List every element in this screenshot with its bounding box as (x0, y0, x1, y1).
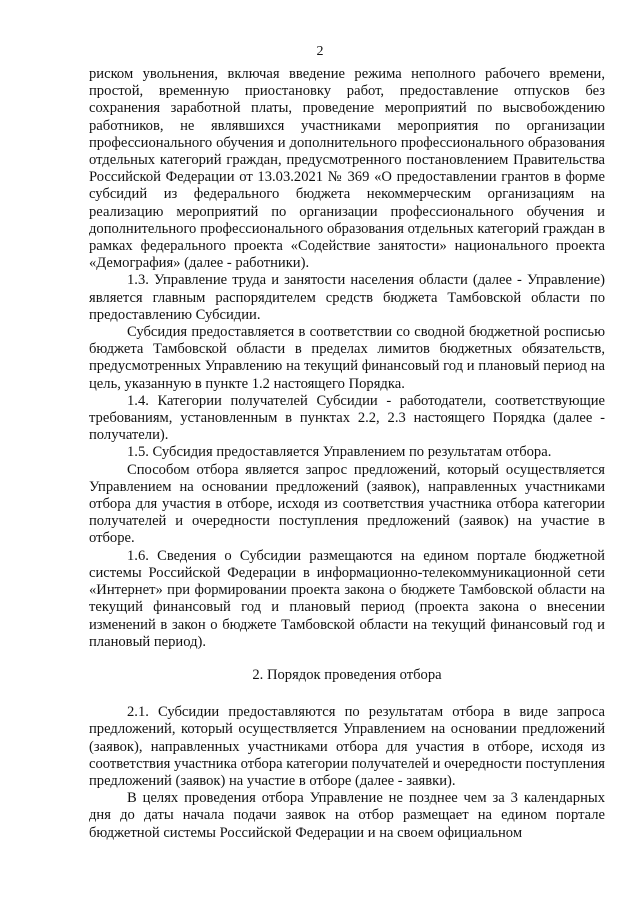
paragraph-1-5: 1.5. Субсидия предоставляется Управлением по результатам отбора. (127, 444, 552, 461)
paragraph-subsidy-budget: Субсидия предоставляется в соответствии со сводной бюджетной росписью бюджета Тамбовской области в пределах лимитов бюджетных обязательств, предусмотренных Управлению на текущий финансовый год и плановый период на цель, указанную в пункте 1.2 настоящего Порядка. (89, 324, 605, 392)
paragraph-2-1: 2.1. Субсидии предоставляются по результатам отбора в виде запроса предложений, который осуществляется Управлением на основании предложений (заявок), направленных участниками отбора для участия в отборе, исходя из соответствия участника отбора категории получателей и очередности поступления предложений (заявок) на участие в отборе (далее - заявки). (89, 704, 605, 789)
paragraph-1-3: 1.3. Управление труда и занятости населения области (далее - Управление) является главным распорядителем средств бюджета Тамбовской области по предоставлению Субсидии. (89, 272, 605, 323)
paragraph-1-4: 1.4. Категории получателей Субсидии - работодатели, соответствующие требованиям, установленным в пунктах 2.2, 2.3 настоящего Порядка (далее - получатели). (89, 392, 605, 444)
page-number: 2 (316, 44, 324, 59)
paragraph-1-6: 1.6. Сведения о Субсидии размещаются на едином портале бюджетной системы Российской Федерации в информационно-телекоммуникационной сети «Интернет» при формировании проекта закона о бюджете Тамбовской области на текущий финансовый год и плановый период (проекта закона о внесении изменений в закон о бюджете Тамбовской области на текущий финансовый год и плановый период). (89, 547, 605, 650)
paragraph-workers-continuation: риском увольнения, включая введение режима неполного рабочего времени, простой, временную приостановку работ, предоставление отпусков без сохранения заработной платы, проведение мероприятий по высвобождению работников, не являвшихся участниками мероприятия по организации профессионального обучения и дополнительного профессионального образования отдельных категорий граждан, предусмотренного постановлением Правительства Российской Федерации от 13.03.2021 № 369 «О предоставлении грантов в форме субсидий из федерального бюджета некоммерческим организациям на реализацию мероприятий по организации профессионального обучения и дополнительного профессионального образования отдельных категорий граждан в рамках федерального проекта «Содействие занятости» национального проекта «Демография» (далее - работники). (89, 66, 605, 272)
document-body (89, 66, 605, 842)
paragraph-selection-announcement: В целях проведения отбора Управление не позднее чем за 3 календарных дня до даты начала подачи заявок на отбор размещает на едином портале бюджетной системы Российской Федерации и на своем официальном (89, 790, 605, 841)
section-heading: 2. Порядок проведения отбора (252, 666, 442, 683)
paragraph-selection-method: Способом отбора является запрос предложений, который осуществляется Управлением на основании предложений (заявок), направленных участниками отбора для участия в отборе, исходя из соответствия участника отбора категории получателей и очередности поступления предложений (заявок) на участие в отборе. (89, 461, 605, 547)
